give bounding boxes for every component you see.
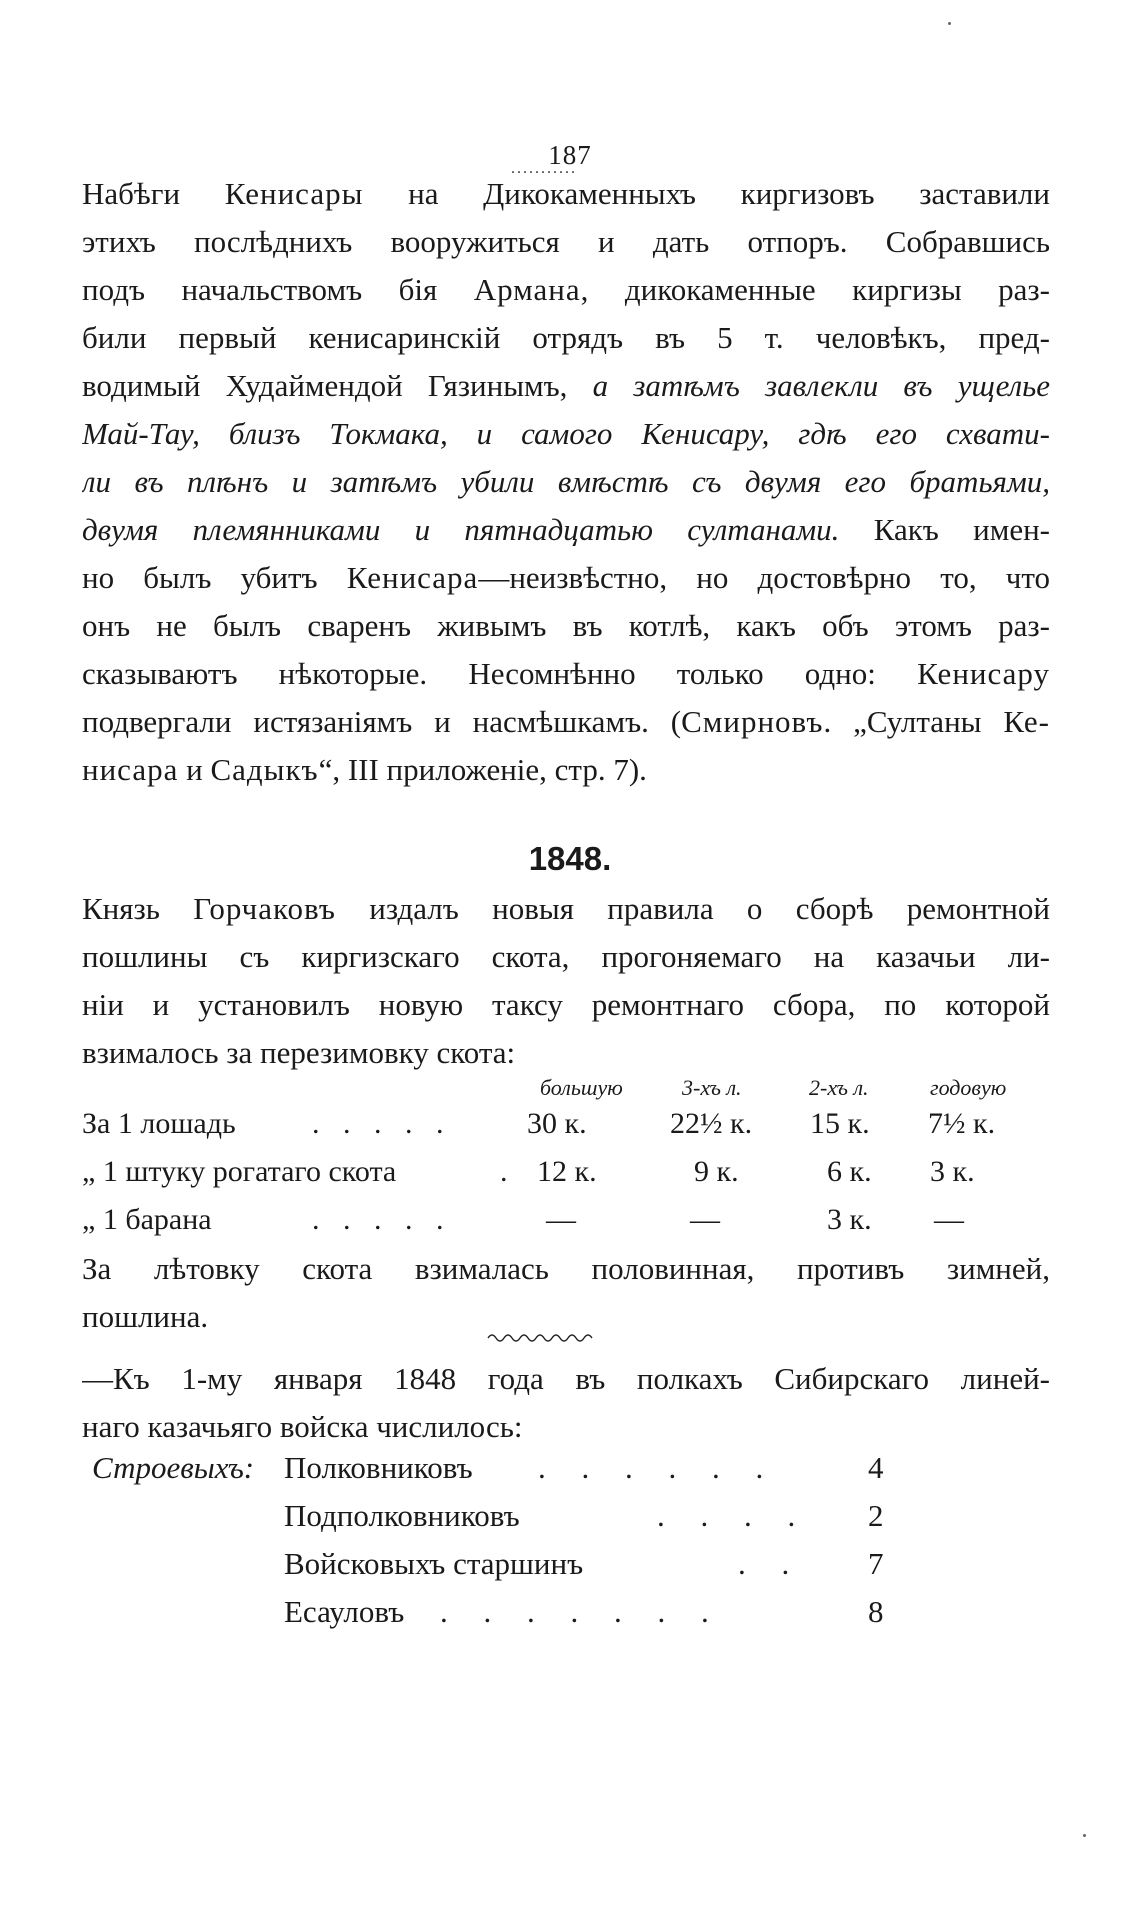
text-line [82, 1245, 1050, 1293]
text-run: водимый Худаймендой Гязинымъ, [82, 368, 593, 403]
text-run: взималось за перезимовку скота: [82, 1035, 516, 1070]
tariff-value-3yr: — [690, 1203, 720, 1236]
text-line [82, 170, 1050, 218]
tariff-label: „ 1 барана [82, 1203, 212, 1236]
officer-row [82, 1594, 1050, 1642]
name-smallcaps: Кенисара [346, 560, 479, 595]
text-line [82, 1403, 1050, 1451]
text-run: но былъ убитъ [82, 560, 347, 595]
tariff-row [82, 1107, 1050, 1153]
officer-dots: . . . . [657, 1498, 810, 1533]
tariff-header-3yr: 3-хъ л. [682, 1075, 742, 1100]
officer-row [82, 1546, 1050, 1594]
text-run: онъ не былъ сваренъ живымъ въ котлѣ, какъ объ этомъ раз- [82, 608, 1050, 643]
officer-count: 4 [868, 1450, 884, 1485]
text-line [82, 218, 1050, 266]
text-run: пошлины съ киргизскаго скота, прогоняемаго на казачьи ли- [82, 939, 1050, 974]
text-line [82, 410, 1050, 458]
text-line [82, 698, 1050, 746]
italic-run: двумя племянниками и пятнадцатью султанами. [82, 512, 840, 547]
tariff-label: За 1 лошадь [82, 1107, 236, 1140]
paragraph-regiments-count [82, 1355, 1050, 1451]
tariff-header-yearling: годовую [930, 1075, 1007, 1100]
text-line [82, 650, 1050, 698]
tariff-header-big: большую [540, 1075, 623, 1100]
italic-run: а затѣмъ завлекли въ ущелье [592, 368, 1050, 403]
year-heading: 1848. [528, 840, 612, 877]
text-line [82, 1355, 1050, 1403]
tariff-dots: . . . . . [312, 1107, 452, 1140]
tariff-header-2yr: 2-хъ л. [809, 1075, 869, 1100]
text-line [82, 506, 1050, 554]
text-run: сказываютъ нѣкоторые. Несомнѣнно только одно: [82, 656, 918, 691]
paragraph-summer-fee [82, 1245, 1050, 1341]
officer-rank: Полковниковъ [284, 1450, 473, 1485]
text-run: на Дикокаменныхъ киргизовъ заставили [363, 176, 1050, 211]
officer-row [82, 1450, 1050, 1498]
officer-rank: Подполковниковъ [284, 1498, 520, 1533]
text-run: ніи и установилъ новую таксу ремонтнаго сбора, по которой [82, 987, 1050, 1022]
name-smallcaps: нисара [82, 752, 179, 787]
tariff-row [82, 1203, 1050, 1249]
officer-count: 7 [868, 1546, 884, 1581]
officer-dots: . . . . . . [538, 1450, 778, 1485]
text-line [82, 458, 1050, 506]
name-smallcaps: Армана [473, 272, 581, 307]
wavy-divider-icon [486, 1330, 594, 1344]
text-run: —неизвѣстно, но достовѣрно то, что [478, 560, 1050, 595]
officer-rank: Войсковыхъ старшинъ [284, 1546, 584, 1581]
text-line [82, 266, 1050, 314]
tariff-value-yearling: — [934, 1203, 964, 1236]
paper-speck [948, 22, 951, 25]
text-run: издалъ новыя правила о сборѣ ремонтной [335, 891, 1050, 926]
name-smallcaps: Горчаковъ [193, 891, 336, 926]
text-run: наго казачьяго войска числилось: [82, 1409, 523, 1444]
text-run: подъ начальствомъ бія [82, 272, 474, 307]
tariff-value-2yr: 3 к. [827, 1203, 872, 1236]
text-run: Какъ имен- [839, 512, 1050, 547]
text-line [82, 746, 1050, 794]
text-line [82, 314, 1050, 362]
text-run: “, III приложеніе, стр. 7). [318, 752, 647, 787]
tariff-value-2yr: 6 к. [827, 1155, 872, 1188]
text-run: За лѣтовку скота взималась половинная, противъ зимней, [82, 1251, 1050, 1286]
text-line [82, 602, 1050, 650]
italic-run: ли въ плѣнъ и затѣмъ убили вмѣстѣ съ двумя его братьями, [82, 464, 1050, 499]
paragraph-gorchakov-rules [82, 885, 1050, 1077]
tariff-value-2yr: 15 к. [810, 1107, 870, 1140]
officer-dots: . . [738, 1546, 804, 1581]
officer-category: Строевыхъ: [92, 1450, 255, 1485]
text-run: . „Султаны [823, 704, 1004, 739]
name-smallcaps: Кенисары [224, 176, 364, 211]
italic-run: Май-Тау, близъ Токмака, и самого Кенисару, гдѣ его схвати- [82, 416, 1050, 451]
officer-count: 2 [868, 1498, 884, 1533]
tariff-value-big: 30 к. [527, 1107, 587, 1140]
paper-speck [1083, 1834, 1086, 1837]
text-line [82, 362, 1050, 410]
name-smallcaps: Смирновъ [681, 704, 824, 739]
name-smallcaps: Ке- [1003, 704, 1050, 739]
text-run: —Къ 1-му января 1848 года въ полкахъ Сибирскаго линей- [82, 1361, 1050, 1396]
tariff-label: „ 1 штуку рогатаго скота [82, 1155, 397, 1188]
text-line [82, 981, 1050, 1029]
tariff-dots: . [500, 1155, 508, 1188]
tariff-value-yearling: 7½ к. [928, 1107, 996, 1140]
tariff-value-big: 12 к. [537, 1155, 597, 1188]
officer-dots: . . . . . . . [440, 1594, 723, 1629]
text-run: этихъ послѣднихъ вооружиться и дать отпоръ. Собравшись [82, 224, 1050, 259]
officer-count: 8 [868, 1594, 884, 1629]
page-number-underline: ........... [511, 160, 577, 177]
tariff-dots: . . . . . [312, 1203, 452, 1236]
officer-row [82, 1498, 1050, 1546]
tariff-value-3yr: 22½ к. [670, 1107, 753, 1140]
text-line [82, 554, 1050, 602]
name-smallcaps: Кенисару [917, 656, 1050, 691]
text-line [82, 885, 1050, 933]
name-smallcaps: Садыкъ [210, 752, 319, 787]
text-run: Князь [82, 891, 194, 926]
text-line [82, 933, 1050, 981]
page-number: 187 [548, 140, 592, 170]
tariff-value-big: — [546, 1203, 576, 1236]
text-run: , дикокаменные киргизы раз- [580, 272, 1050, 307]
text-run: и [178, 752, 211, 787]
text-run: подвергали истязаніямъ и насмѣшкамъ. ( [82, 704, 682, 739]
text-run: пошлина. [82, 1299, 209, 1334]
tariff-value-3yr: 9 к. [694, 1155, 739, 1188]
tariff-row [82, 1155, 1050, 1201]
text-run: Набѣги [82, 176, 225, 211]
paragraph-kenisary-raids [82, 170, 1050, 794]
officer-rank: Есауловъ [284, 1594, 405, 1629]
text-run: били первый кенисаринскій отрядъ въ 5 т. человѣкъ, пред- [82, 320, 1050, 355]
tariff-value-yearling: 3 к. [930, 1155, 975, 1188]
text-line [82, 1029, 1050, 1077]
